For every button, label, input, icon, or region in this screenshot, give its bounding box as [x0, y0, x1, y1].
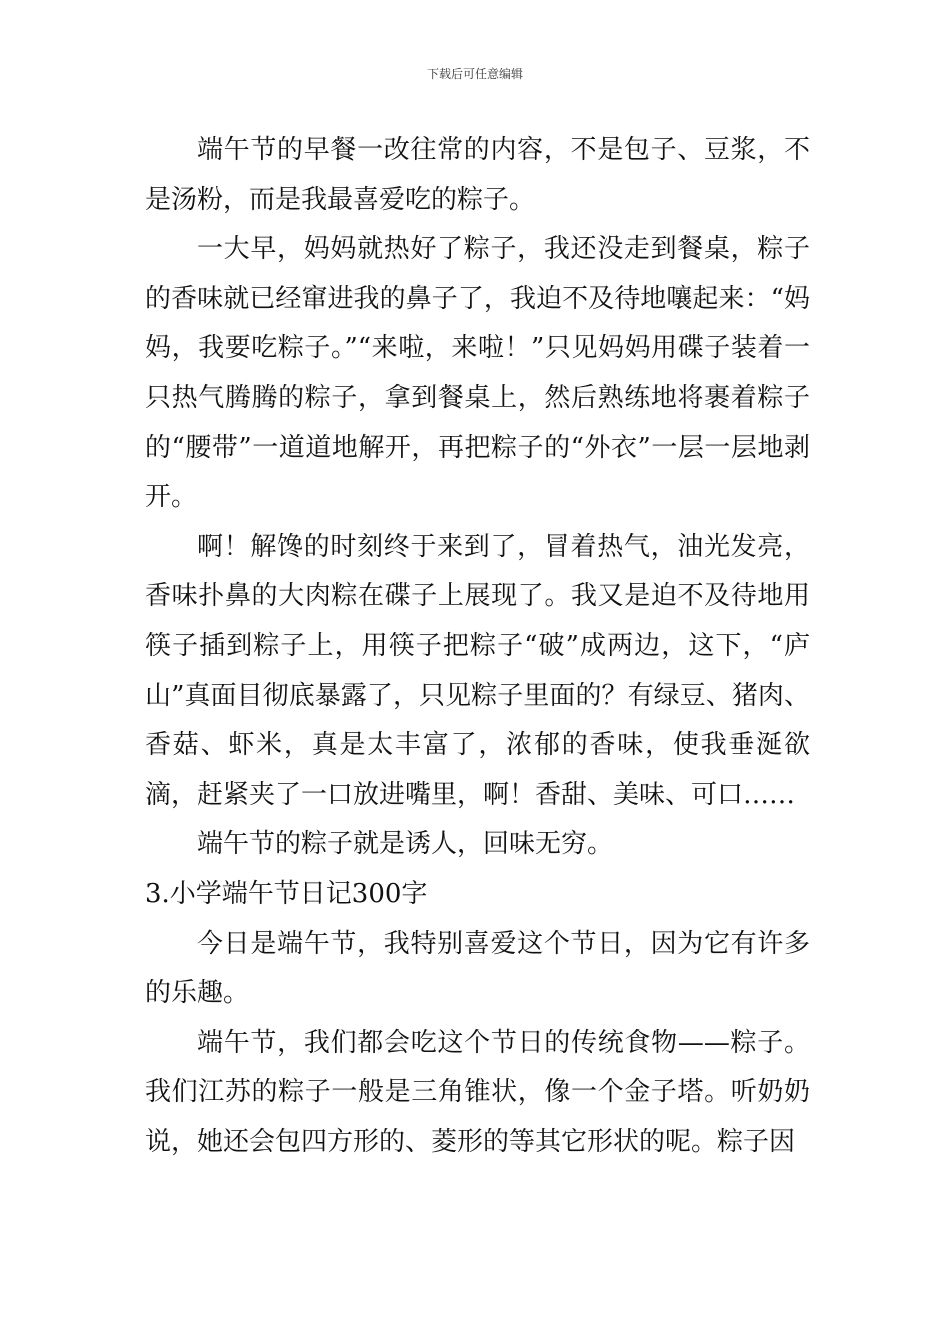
paragraph-zongzi-shapes: 端午节，我们都会吃这个节日的传统食物——粽子。我们江苏的粽子一般是三角锥状，像一个金子塔。听奶奶说，她还会包四方形的、菱形的等其它形状的呢。粽子因 — [145, 1027, 810, 1157]
paragraph-conclusion: 端午节的粽子就是诱人，回味无穷。 — [197, 829, 614, 860]
paragraph-festival-intro: 今日是端午节，我特别喜爱这个节日，因为它有许多的乐趣。 — [145, 928, 810, 1009]
paragraph-mother-zongzi: 一大早，妈妈就热好了粽子，我还没走到餐桌，粽子的香味就已经窜进我的鼻子了，我迫不及待地嚷起来：“妈妈，我要吃粽子。”“来啦，来啦！”只见妈妈用碟子装着一只热气腾腾的粽子，拿到餐桌上，然后熟练地将裹着粽子的“腰带”一道道地解开，再把粽子的“外衣”一层一层地剥开。 — [145, 234, 810, 513]
paragraph-eating-zongzi: 啊！解馋的时刻终于来到了，冒着热气，油光发亮，香味扑鼻的大肉粽在碟子上展现了。我又是迫不及待地用筷子插到粽子上，用筷子把粽子“破”成两边，这下，“庐山”真面目彻底暴露了，只见粽子里面的？有绿豆、猪肉、香菇、虾米，真是太丰富了，浓郁的香味，使我垂涎欲滴，赶紧夹了一口放进嘴里，啊！香甜、美味、可口…… — [145, 531, 810, 810]
document-body — [145, 126, 810, 1167]
page-header: 下载后可任意编辑 — [426, 67, 523, 81]
section-title: 3.小学端午节日记300字 — [145, 878, 428, 909]
paragraph-breakfast: 端午节的早餐一改往常的内容，不是包子、豆浆，不是汤粉，而是我最喜爱吃的粽子。 — [145, 135, 810, 215]
